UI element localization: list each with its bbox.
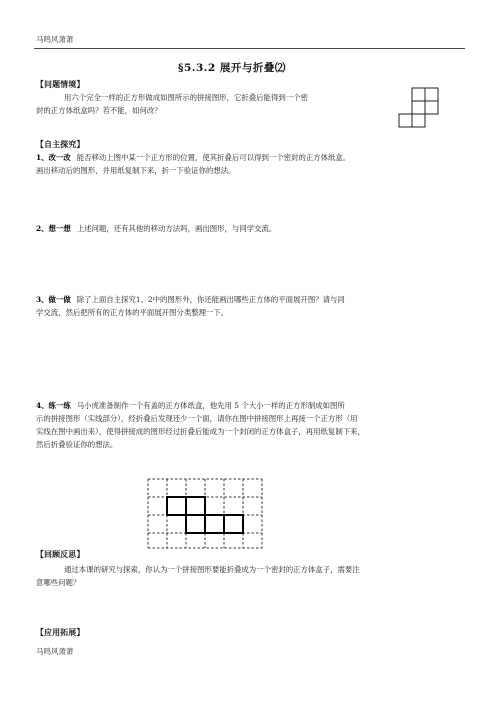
task-2-text: 上述问题，还有其他的移动方法吗，画出图形，与同学交流。 xyxy=(76,224,277,233)
problem-line-2: 封的正方体纸盒吗？若不能，如何改？ xyxy=(36,106,162,115)
page-header: 马鸣风萧萧 xyxy=(36,35,74,44)
page-footer: 马鸣风萧萧 xyxy=(36,647,74,656)
grid-figure-task-4 xyxy=(147,478,265,550)
solid-net xyxy=(167,497,243,533)
net-square xyxy=(186,497,205,515)
net-square xyxy=(167,497,186,515)
net-square xyxy=(205,515,224,533)
net-square xyxy=(399,114,412,127)
task-3-text: 除了上面自主探究1、2中的图形外，你还能画出哪些正方体的平面展开图？请与同 xyxy=(76,295,345,304)
task-1-text: 能否移动上图中某一个正方形的位置，使其折叠后可以得到一个密封的正方体纸盒。 xyxy=(76,153,351,162)
net-square xyxy=(412,114,425,127)
net-square xyxy=(224,515,243,533)
problem-line-1: 用六个完全一样的正方形做成如图所示的拼接图形，它折叠后能得到一个密 xyxy=(64,93,308,102)
task-4-line-3: 实线在图中画出来），使得拼接成的图形经过折叠后能成为一个封闭的正方体盒子，再用纸复制下来， xyxy=(36,427,365,436)
review-line-2: 意哪些问题？ xyxy=(36,578,81,587)
section-heading-explore: 【自主探究】 xyxy=(36,140,85,149)
net-square xyxy=(186,515,205,533)
review-line-1: 通过本课的研究与探索，你认为一个拼接图形要能折叠成为一个密封的正方体盒子，需要注 xyxy=(64,565,360,574)
net-square xyxy=(412,101,425,114)
task-4-line-1 xyxy=(36,400,468,413)
task-1-line-2: 画出移动后的图形，并用纸复制下来，折一下验证你的想法。 xyxy=(36,166,236,175)
task-2-label: 2、想一想 xyxy=(36,224,71,233)
net-square xyxy=(412,88,425,101)
header-rule xyxy=(34,48,465,49)
section-heading-review: 【回顾反思】 xyxy=(36,550,85,559)
net-square xyxy=(425,101,438,114)
task-4-text: 马小虎准备制作一个有盖的正方体纸盒，他先用 5 个大小一样的正方形制成如图所 xyxy=(76,401,345,410)
task-2-line-1 xyxy=(36,223,276,236)
task-4-line-2: 示的拼接图形（实线部分），经折叠后发现还少一个面，请你在图中拼接图形上再接一个正方形（用 xyxy=(36,414,358,423)
task-3-line-2: 学交流，然后把所有的正方体的平面展开图分类整理一下。 xyxy=(36,308,229,317)
page-title: §5.3.2 展开与折叠⑵ xyxy=(178,62,286,74)
task-1-line-1 xyxy=(36,152,468,165)
section-heading-problem: 【问题情境】 xyxy=(36,80,85,89)
section-heading-extend: 【应用拓展】 xyxy=(36,628,85,637)
task-3-line-1 xyxy=(36,294,468,307)
task-4-line-4: 然后折叠验证你的想法。 xyxy=(36,440,118,449)
net-figure-problem xyxy=(390,84,450,140)
net-square xyxy=(425,88,438,101)
task-1-label: 1、改一改 xyxy=(36,153,71,162)
task-4-label: 4、练一练 xyxy=(36,401,71,410)
task-3-label: 3、做一做 xyxy=(36,295,71,304)
